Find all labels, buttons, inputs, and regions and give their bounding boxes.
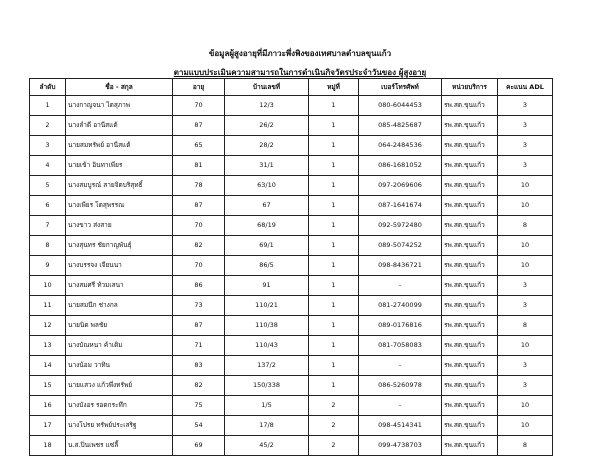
cell-name: นางสมศรี ท้วมเสนา — [66, 276, 173, 296]
cell-name: นางบัณหนา ค้าเดิม — [66, 336, 173, 356]
cell-service-unit: รพ.สต.ขุนแก้ว — [442, 216, 498, 236]
table-header-row — [30, 79, 553, 96]
cell-age: 87 — [173, 116, 225, 136]
cell-adl-score: 3 — [498, 296, 553, 316]
cell-adl-score: 10 — [498, 196, 553, 216]
cell-adl-score: 3 — [498, 96, 553, 116]
cell-service-unit: รพ.สต.ขุนแก้ว — [442, 276, 498, 296]
cell-adl-score: 8 — [498, 216, 553, 236]
cell-name: นางสุนทร ชัยกาญพันธุ์ — [66, 236, 173, 256]
cell-moo: 1 — [309, 376, 359, 396]
cell-service-unit: รพ.สต.ขุนแก้ว — [442, 116, 498, 136]
cell-no: 11 — [30, 296, 66, 316]
cell-house-number: 110/43 — [225, 336, 309, 356]
cell-phone: 081-2740099 — [359, 296, 442, 316]
cell-age: 70 — [173, 256, 225, 276]
cell-house-number: 69/1 — [225, 236, 309, 256]
cell-moo: 2 — [309, 416, 359, 436]
cell-service-unit: รพ.สต.ขุนแก้ว — [442, 256, 498, 276]
cell-adl-score: 10 — [498, 396, 553, 416]
cell-no: 8 — [30, 236, 66, 256]
document-subtitle: ตามแบบประเมินความสามารถในการดำเนินกิจวัตรประจำวันของ ผู้สูงอายุ — [173, 68, 427, 77]
cell-name: นางน้อม วาทิน — [66, 356, 173, 376]
cell-age: 70 — [173, 216, 225, 236]
cell-adl-score: 3 — [498, 116, 553, 136]
cell-name: นายเข้า อินทาเพียร — [66, 156, 173, 176]
cell-moo: 1 — [309, 276, 359, 296]
table-row — [30, 116, 553, 136]
cell-adl-score: 3 — [498, 376, 553, 396]
cell-name: นายนิด พลชัย — [66, 316, 173, 336]
elderly-adl-table — [29, 78, 553, 456]
cell-age: 70 — [173, 96, 225, 116]
cell-moo: 1 — [309, 156, 359, 176]
cell-moo: 2 — [309, 436, 359, 456]
cell-house-number: 110/38 — [225, 316, 309, 336]
cell-service-unit: รพ.สต.ขุนแก้ว — [442, 96, 498, 116]
cell-house-number: 26/2 — [225, 116, 309, 136]
cell-age: 83 — [173, 356, 225, 376]
cell-moo: 1 — [309, 316, 359, 336]
cell-name: นางลำดี อานีสแต้ — [66, 116, 173, 136]
cell-adl-score: 8 — [498, 316, 553, 336]
cell-phone: - — [359, 396, 442, 416]
cell-name: นางเพียร โตสุพรรณ — [66, 196, 173, 216]
cell-age: 82 — [173, 376, 225, 396]
cell-phone: 085-4825687 — [359, 116, 442, 136]
cell-house-number: 1/5 — [225, 396, 309, 416]
cell-phone: 089-5074252 — [359, 236, 442, 256]
table-row — [30, 376, 553, 396]
table-row — [30, 256, 553, 276]
cell-age: 78 — [173, 176, 225, 196]
cell-house-number: 67 — [225, 196, 309, 216]
cell-age: 73 — [173, 296, 225, 316]
cell-no: 4 — [30, 156, 66, 176]
cell-phone: 080-6044453 — [359, 96, 442, 116]
cell-age: 54 — [173, 416, 225, 436]
cell-age: 82 — [173, 236, 225, 256]
cell-age: 65 — [173, 136, 225, 156]
cell-no: 18 — [30, 436, 66, 456]
cell-house-number: 28/2 — [225, 136, 309, 156]
cell-no: 16 — [30, 396, 66, 416]
cell-phone: 098-8436721 — [359, 256, 442, 276]
cell-no: 10 — [30, 276, 66, 296]
cell-adl-score: 10 — [498, 416, 553, 436]
cell-service-unit: รพ.สต.ขุนแก้ว — [442, 196, 498, 216]
cell-age: 87 — [173, 316, 225, 336]
cell-service-unit: รพ.สต.ขุนแก้ว — [442, 136, 498, 156]
cell-house-number: 150/338 — [225, 376, 309, 396]
cell-phone: 087-1641674 — [359, 196, 442, 216]
table-row — [30, 96, 553, 116]
cell-moo: 1 — [309, 256, 359, 276]
cell-house-number: 45/2 — [225, 436, 309, 456]
cell-age: 81 — [173, 156, 225, 176]
cell-phone: 089-0176816 — [359, 316, 442, 336]
header-adl-score: คะแนน ADL — [498, 79, 553, 96]
cell-moo: 2 — [309, 396, 359, 416]
cell-house-number: 12/3 — [225, 96, 309, 116]
cell-moo: 1 — [309, 136, 359, 156]
header-no: ลำดับ — [30, 79, 66, 96]
cell-no: 9 — [30, 256, 66, 276]
cell-name: นางบรรจง เจียนนา — [66, 256, 173, 276]
document-title: ข้อมูลผู้สูงอายุที่มีภาวะพึ่งพิงของเทศบาลตำบลขุนแก้ว — [208, 49, 392, 58]
cell-service-unit: รพ.สต.ขุนแก้ว — [442, 436, 498, 456]
cell-phone: 086-1681052 — [359, 156, 442, 176]
cell-moo: 1 — [309, 196, 359, 216]
cell-house-number: 68/19 — [225, 216, 309, 236]
cell-no: 13 — [30, 336, 66, 356]
cell-adl-score: 3 — [498, 276, 553, 296]
cell-moo: 1 — [309, 96, 359, 116]
header-name: ชื่อ - สกุล — [66, 79, 173, 96]
cell-house-number: 86/5 — [225, 256, 309, 276]
cell-phone: 098-4514341 — [359, 416, 442, 436]
table-row — [30, 416, 553, 436]
cell-moo: 1 — [309, 176, 359, 196]
cell-house-number: 17/8 — [225, 416, 309, 436]
cell-name: นายสมนึก ช่างกล — [66, 296, 173, 316]
cell-service-unit: รพ.สต.ขุนแก้ว — [442, 296, 498, 316]
header-age: อายุ — [173, 79, 225, 96]
cell-service-unit: รพ.สต.ขุนแก้ว — [442, 176, 498, 196]
cell-name: นางโปรย ทรัพย์ประเสริฐ — [66, 416, 173, 436]
cell-age: 71 — [173, 336, 225, 356]
cell-age: 86 — [173, 276, 225, 296]
header-house-number: บ้านเลขที่ — [225, 79, 309, 96]
cell-service-unit: รพ.สต.ขุนแก้ว — [442, 156, 498, 176]
table-body — [30, 96, 553, 456]
cell-phone: 092-5972480 — [359, 216, 442, 236]
table-row — [30, 296, 553, 316]
table-row — [30, 316, 553, 336]
cell-moo: 1 — [309, 236, 359, 256]
table-row — [30, 236, 553, 256]
cell-service-unit: รพ.สต.ขุนแก้ว — [442, 416, 498, 436]
cell-phone: 086-5260978 — [359, 376, 442, 396]
cell-name: นางบังอร รอดกระทึก — [66, 396, 173, 416]
cell-phone: 081-7058083 — [359, 336, 442, 356]
cell-no: 12 — [30, 316, 66, 336]
cell-adl-score: 10 — [498, 176, 553, 196]
table-row — [30, 276, 553, 296]
cell-no: 5 — [30, 176, 66, 196]
cell-name: นายสมทรัพย์ อานีสแต้ — [66, 136, 173, 156]
cell-moo: 1 — [309, 356, 359, 376]
cell-adl-score: 10 — [498, 336, 553, 356]
cell-adl-score: 10 — [498, 236, 553, 256]
cell-no: 6 — [30, 196, 66, 216]
cell-adl-score: 8 — [498, 436, 553, 456]
cell-no: 14 — [30, 356, 66, 376]
header-service-unit: หน่วยบริการ — [442, 79, 498, 96]
cell-service-unit: รพ.สต.ขุนแก้ว — [442, 376, 498, 396]
cell-house-number: 31/1 — [225, 156, 309, 176]
cell-moo: 1 — [309, 296, 359, 316]
cell-phone: 064-2484536 — [359, 136, 442, 156]
cell-service-unit: รพ.สต.ขุนแก้ว — [442, 356, 498, 376]
cell-no: 3 — [30, 136, 66, 156]
cell-moo: 1 — [309, 336, 359, 356]
table-row — [30, 176, 553, 196]
cell-phone: 099-4738703 — [359, 436, 442, 456]
table-row — [30, 136, 553, 156]
table-row — [30, 196, 553, 216]
cell-age: 75 — [173, 396, 225, 416]
cell-phone: - — [359, 276, 442, 296]
cell-name: นางสมบูรณ์ สายจิตบริสุทธิ์ — [66, 176, 173, 196]
cell-house-number: 63/10 — [225, 176, 309, 196]
cell-phone: - — [359, 356, 442, 376]
cell-phone: 097-2069606 — [359, 176, 442, 196]
cell-house-number: 110/21 — [225, 296, 309, 316]
cell-moo: 1 — [309, 216, 359, 236]
cell-house-number: 91 — [225, 276, 309, 296]
cell-age: 87 — [173, 196, 225, 216]
table-row — [30, 396, 553, 416]
cell-service-unit: รพ.สต.ขุนแก้ว — [442, 336, 498, 356]
cell-service-unit: รพ.สต.ขุนแก้ว — [442, 316, 498, 336]
cell-service-unit: รพ.สต.ขุนแก้ว — [442, 396, 498, 416]
cell-service-unit: รพ.สต.ขุนแก้ว — [442, 236, 498, 256]
cell-name: นางกาญจนา ไตสุภาพ — [66, 96, 173, 116]
cell-no: 2 — [30, 116, 66, 136]
cell-no: 17 — [30, 416, 66, 436]
cell-name: นายแสวง แก้วพึ่งทรัพย์ — [66, 376, 173, 396]
table-row — [30, 356, 553, 376]
cell-adl-score: 3 — [498, 156, 553, 176]
cell-age: 69 — [173, 436, 225, 456]
cell-name: นางขาว ส่งสาย — [66, 216, 173, 236]
table-row — [30, 436, 553, 456]
cell-moo: 1 — [309, 116, 359, 136]
cell-no: 1 — [30, 96, 66, 116]
cell-no: 15 — [30, 376, 66, 396]
cell-no: 7 — [30, 216, 66, 236]
table-row — [30, 156, 553, 176]
header-moo: หมู่ที่ — [309, 79, 359, 96]
cell-name: น.ส.ปิ่นเพชร แซ่ลี้ — [66, 436, 173, 456]
cell-adl-score: 3 — [498, 136, 553, 156]
table-row — [30, 336, 553, 356]
header-phone: เบอร์โทรศัพท์ — [359, 79, 442, 96]
table-row — [30, 216, 553, 236]
cell-house-number: 137/2 — [225, 356, 309, 376]
cell-adl-score: 3 — [498, 356, 553, 376]
cell-adl-score: 10 — [498, 256, 553, 276]
